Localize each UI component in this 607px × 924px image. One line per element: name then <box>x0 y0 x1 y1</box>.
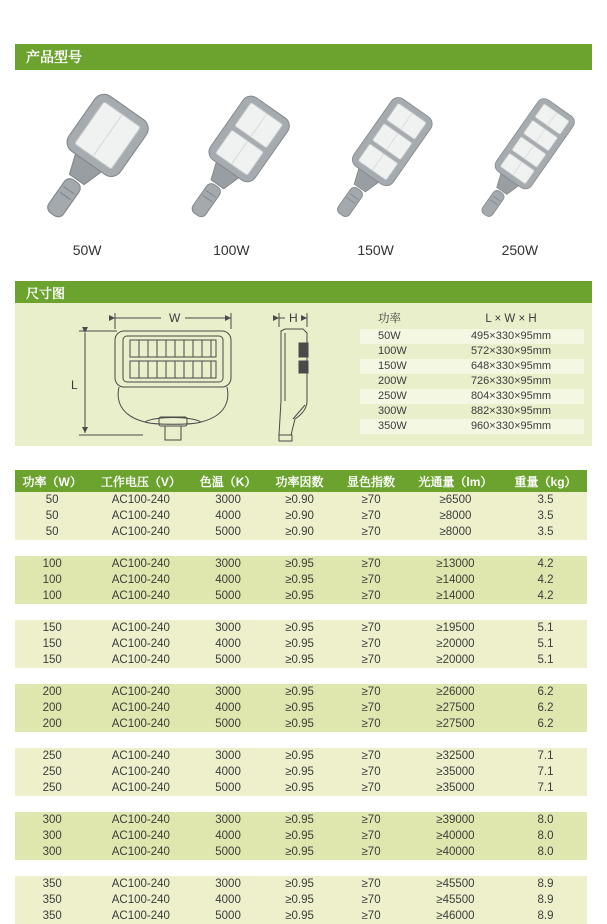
spec-cell: AC100-240 <box>89 812 192 828</box>
section-title-product-models <box>15 44 592 70</box>
spec-cell: 5.1 <box>504 636 587 652</box>
dim-size-cell: 572×330×95mm <box>470 345 552 357</box>
spec-cell: 5000 <box>192 716 264 732</box>
spec-cell: 3000 <box>192 492 264 508</box>
dimension-table-row <box>360 404 584 419</box>
dim-size-cell: 726×330×95mm <box>470 375 552 387</box>
spec-cell: 4000 <box>192 892 264 908</box>
spec-cell: 50 <box>15 524 89 540</box>
spec-row <box>15 892 587 908</box>
product-item <box>448 80 592 258</box>
spec-table-header-row <box>15 470 587 492</box>
spec-cell: ≥8000 <box>407 508 504 524</box>
spec-cell: 300 <box>15 828 89 844</box>
spec-cell: 200 <box>15 684 89 700</box>
spec-cell: ≥70 <box>335 908 407 924</box>
spec-cell: ≥26000 <box>407 684 504 700</box>
spec-cell: 5000 <box>192 652 264 668</box>
spec-cell: ≥70 <box>335 892 407 908</box>
spec-cell: 50 <box>15 492 89 508</box>
spec-cell: 8.9 <box>504 876 587 892</box>
group-gap <box>15 668 587 684</box>
spec-cell: AC100-240 <box>89 828 192 844</box>
spec-cell: 150 <box>15 636 89 652</box>
spec-cell: 4000 <box>192 572 264 588</box>
dim-header-lwh: L × W × H <box>485 313 537 325</box>
spec-cell: ≥13000 <box>407 556 504 572</box>
spec-row <box>15 716 587 732</box>
spec-cell: ≥0.95 <box>264 556 336 572</box>
spec-cell: ≥0.95 <box>264 716 336 732</box>
spec-cell: AC100-240 <box>89 748 192 764</box>
dim-size-cell: 648×330×95mm <box>470 360 552 372</box>
spec-row <box>15 780 587 796</box>
spec-cell: 4000 <box>192 700 264 716</box>
spec-row <box>15 524 587 540</box>
spec-cell: ≥0.95 <box>264 908 336 924</box>
spec-cell: 5000 <box>192 844 264 860</box>
spec-cell: ≥8000 <box>407 524 504 540</box>
spec-table <box>15 470 587 924</box>
dimension-table-row <box>360 389 584 404</box>
section-title-text: 产品型号 <box>26 49 82 65</box>
spec-row <box>15 572 587 588</box>
product-label: 250W <box>501 242 539 258</box>
spec-cell: ≥70 <box>335 652 407 668</box>
spec-cell: 6.2 <box>504 700 587 716</box>
spec-cell: 350 <box>15 876 89 892</box>
spec-cell: 3000 <box>192 620 264 636</box>
spec-cell: AC100-240 <box>89 524 192 540</box>
spec-cell: ≥70 <box>335 524 407 540</box>
spec-cell: 300 <box>15 812 89 828</box>
spec-row <box>15 700 587 716</box>
spec-cell: AC100-240 <box>89 620 192 636</box>
spec-cell: ≥70 <box>335 620 407 636</box>
spec-cell: ≥70 <box>335 844 407 860</box>
spec-cell: 100 <box>15 572 89 588</box>
spec-cell: ≥20000 <box>407 652 504 668</box>
spec-cell: ≥70 <box>335 748 407 764</box>
spec-cell: 250 <box>15 764 89 780</box>
spec-cell: 3.5 <box>504 524 587 540</box>
spec-row <box>15 844 587 860</box>
dim-size-cell: 495×330×95mm <box>470 330 552 342</box>
spec-cell: 3.5 <box>504 492 587 508</box>
spec-cell: 3000 <box>192 684 264 700</box>
spec-cell: ≥40000 <box>407 828 504 844</box>
spec-row <box>15 876 587 892</box>
spec-group <box>15 748 587 812</box>
spec-cell: AC100-240 <box>89 764 192 780</box>
spec-cell: ≥70 <box>335 764 407 780</box>
dimension-diagram <box>23 305 353 445</box>
spec-cell: ≥0.95 <box>264 748 336 764</box>
product-label: 50W <box>72 242 102 258</box>
spec-header-cell: 工作电压（V） <box>89 470 192 492</box>
spec-cell: ≥27500 <box>407 700 504 716</box>
spec-cell: 4000 <box>192 508 264 524</box>
spec-cell: ≥70 <box>335 684 407 700</box>
spec-row <box>15 636 587 652</box>
spec-cell: ≥39000 <box>407 812 504 828</box>
spec-cell: ≥0.95 <box>264 828 336 844</box>
spec-cell: ≥14000 <box>407 572 504 588</box>
street-light-figure <box>161 88 301 240</box>
spec-cell: ≥70 <box>335 636 407 652</box>
spec-cell: 4.2 <box>504 556 587 572</box>
spec-cell: AC100-240 <box>89 876 192 892</box>
spec-cell: 3000 <box>192 748 264 764</box>
spec-cell: 150 <box>15 620 89 636</box>
spec-cell: 3000 <box>192 812 264 828</box>
spec-row <box>15 620 587 636</box>
dim-power-cell: 250W <box>378 390 407 402</box>
spec-cell: 100 <box>15 588 89 604</box>
spec-group <box>15 684 587 748</box>
spec-cell: ≥70 <box>335 812 407 828</box>
spec-cell: ≥0.95 <box>264 812 336 828</box>
spec-cell: 100 <box>15 556 89 572</box>
spec-group <box>15 620 587 684</box>
dim-power-cell: 100W <box>378 345 407 357</box>
spec-row <box>15 812 587 828</box>
spec-cell: ≥0.95 <box>264 844 336 860</box>
spec-cell: AC100-240 <box>89 716 192 732</box>
spec-cell: 3000 <box>192 876 264 892</box>
dimension-table-row <box>360 419 584 434</box>
dimension-panel <box>15 303 592 446</box>
spec-row <box>15 508 587 524</box>
spec-row <box>15 588 587 604</box>
spec-cell: AC100-240 <box>89 844 192 860</box>
dim-power-cell: 350W <box>378 420 407 432</box>
spec-row <box>15 492 587 508</box>
dim-power-cell: 200W <box>378 375 407 387</box>
spec-cell: 8.0 <box>504 844 587 860</box>
group-gap <box>15 540 587 556</box>
spec-cell: ≥0.95 <box>264 892 336 908</box>
spec-cell: ≥19500 <box>407 620 504 636</box>
spec-cell: ≥0.95 <box>264 572 336 588</box>
group-gap <box>15 796 587 812</box>
spec-row <box>15 748 587 764</box>
spec-cell: 50 <box>15 508 89 524</box>
dim-power-cell: 150W <box>378 360 407 372</box>
spec-cell: ≥40000 <box>407 844 504 860</box>
spec-cell: 250 <box>15 748 89 764</box>
spec-cell: ≥70 <box>335 492 407 508</box>
spec-cell: 7.1 <box>504 764 587 780</box>
spec-cell: AC100-240 <box>89 780 192 796</box>
spec-header-cell: 光通量（lm） <box>407 470 504 492</box>
spec-row <box>15 764 587 780</box>
spec-row <box>15 684 587 700</box>
spec-cell: ≥70 <box>335 700 407 716</box>
spec-cell: ≥0.95 <box>264 764 336 780</box>
spec-cell: 350 <box>15 892 89 908</box>
dimension-table-row <box>360 329 584 344</box>
spec-cell: ≥45500 <box>407 876 504 892</box>
spec-cell: AC100-240 <box>89 556 192 572</box>
spec-cell: 8.0 <box>504 828 587 844</box>
dimension-table-row <box>360 344 584 359</box>
dim-label-h: H <box>289 311 298 325</box>
spec-cell: 4000 <box>192 828 264 844</box>
product-gallery <box>15 80 592 258</box>
spec-cell: 5000 <box>192 588 264 604</box>
dim-size-cell: 804×330×95mm <box>470 390 552 402</box>
dim-label-w: W <box>169 311 181 325</box>
spec-cell: ≥0.95 <box>264 620 336 636</box>
spec-cell: ≥70 <box>335 572 407 588</box>
spec-cell: ≥0.90 <box>264 508 336 524</box>
group-gap <box>15 604 587 620</box>
spec-row <box>15 828 587 844</box>
spec-cell: 6.2 <box>504 716 587 732</box>
spec-cell: AC100-240 <box>89 700 192 716</box>
spec-cell: AC100-240 <box>89 908 192 924</box>
spec-header-cell: 功率因数 <box>264 470 336 492</box>
spec-cell: ≥35000 <box>407 780 504 796</box>
spec-cell: 5000 <box>192 780 264 796</box>
spec-cell: 5.1 <box>504 620 587 636</box>
spec-cell: AC100-240 <box>89 684 192 700</box>
spec-cell: 250 <box>15 780 89 796</box>
dim-size-cell: 882×330×95mm <box>470 405 552 417</box>
spec-cell: AC100-240 <box>89 892 192 908</box>
group-gap <box>15 732 587 748</box>
spec-cell: 7.1 <box>504 748 587 764</box>
spec-cell: ≥32500 <box>407 748 504 764</box>
street-light-figure <box>450 88 590 240</box>
spec-cell: ≥14000 <box>407 588 504 604</box>
spec-cell: ≥45500 <box>407 892 504 908</box>
spec-header-cell: 重量（kg） <box>504 470 587 492</box>
spec-cell: ≥0.90 <box>264 492 336 508</box>
spec-header-cell: 显色指数 <box>335 470 407 492</box>
spec-group <box>15 556 587 620</box>
product-label: 100W <box>213 242 250 258</box>
spec-cell: ≥0.90 <box>264 524 336 540</box>
spec-cell: ≥0.95 <box>264 684 336 700</box>
spec-cell: ≥0.95 <box>264 588 336 604</box>
spec-cell: 200 <box>15 716 89 732</box>
spec-cell: AC100-240 <box>89 636 192 652</box>
spec-group <box>15 812 587 876</box>
spec-cell: ≥0.95 <box>264 876 336 892</box>
section-title-dimensions <box>15 281 592 303</box>
spec-cell: 8.9 <box>504 892 587 908</box>
product-label: 150W <box>357 242 394 258</box>
spec-cell: 4.2 <box>504 588 587 604</box>
spec-cell: AC100-240 <box>89 572 192 588</box>
spec-group <box>15 876 587 924</box>
spec-cell: 4000 <box>192 636 264 652</box>
spec-row <box>15 556 587 572</box>
dimension-table-header <box>360 309 584 329</box>
spec-cell: ≥70 <box>335 780 407 796</box>
spec-cell: 3000 <box>192 556 264 572</box>
spec-cell: AC100-240 <box>89 492 192 508</box>
spec-cell: 5000 <box>192 524 264 540</box>
spec-cell: ≥46000 <box>407 908 504 924</box>
spec-cell: 7.1 <box>504 780 587 796</box>
dimension-table <box>360 309 584 434</box>
dim-size-cell: 960×330×95mm <box>470 420 552 432</box>
spec-cell: 5.1 <box>504 652 587 668</box>
spec-cell: ≥70 <box>335 716 407 732</box>
spec-cell: ≥6500 <box>407 492 504 508</box>
spec-cell: ≥35000 <box>407 764 504 780</box>
spec-cell: ≥70 <box>335 828 407 844</box>
spec-header-cell: 功率（W） <box>15 470 89 492</box>
spec-row <box>15 652 587 668</box>
street-light-figure <box>306 88 446 240</box>
dim-power-cell: 50W <box>378 330 401 342</box>
spec-group <box>15 492 587 556</box>
spec-cell: 150 <box>15 652 89 668</box>
street-light-figure <box>17 88 157 240</box>
spec-cell: 350 <box>15 908 89 924</box>
product-item <box>15 80 159 258</box>
product-item <box>304 80 448 258</box>
spec-cell: ≥70 <box>335 508 407 524</box>
product-item <box>159 80 303 258</box>
spec-cell: 6.2 <box>504 684 587 700</box>
spec-cell: 4000 <box>192 764 264 780</box>
spec-cell: AC100-240 <box>89 588 192 604</box>
spec-cell: AC100-240 <box>89 652 192 668</box>
dimension-table-row <box>360 374 584 389</box>
dim-power-cell: 300W <box>378 405 407 417</box>
spec-cell: ≥70 <box>335 588 407 604</box>
spec-cell: 4.2 <box>504 572 587 588</box>
spec-cell: 300 <box>15 844 89 860</box>
dim-label-l: L <box>71 378 78 392</box>
spec-cell: ≥0.95 <box>264 700 336 716</box>
spec-cell: 5000 <box>192 908 264 924</box>
spec-cell: 8.9 <box>504 908 587 924</box>
dim-header-power: 功率 <box>378 313 401 325</box>
spec-cell: ≥0.95 <box>264 780 336 796</box>
spec-cell: ≥70 <box>335 876 407 892</box>
spec-cell: 3.5 <box>504 508 587 524</box>
spec-header-cell: 色温（K） <box>192 470 264 492</box>
spec-cell: 200 <box>15 700 89 716</box>
spec-cell: ≥70 <box>335 556 407 572</box>
spec-cell: 8.0 <box>504 812 587 828</box>
section-title-text: 尺寸图 <box>26 285 66 301</box>
spec-cell: AC100-240 <box>89 508 192 524</box>
group-gap <box>15 860 587 876</box>
spec-cell: ≥0.95 <box>264 636 336 652</box>
spec-cell: ≥27500 <box>407 716 504 732</box>
spec-cell: ≥0.95 <box>264 652 336 668</box>
spec-cell: ≥20000 <box>407 636 504 652</box>
dimension-table-row <box>360 359 584 374</box>
spec-row <box>15 908 587 924</box>
